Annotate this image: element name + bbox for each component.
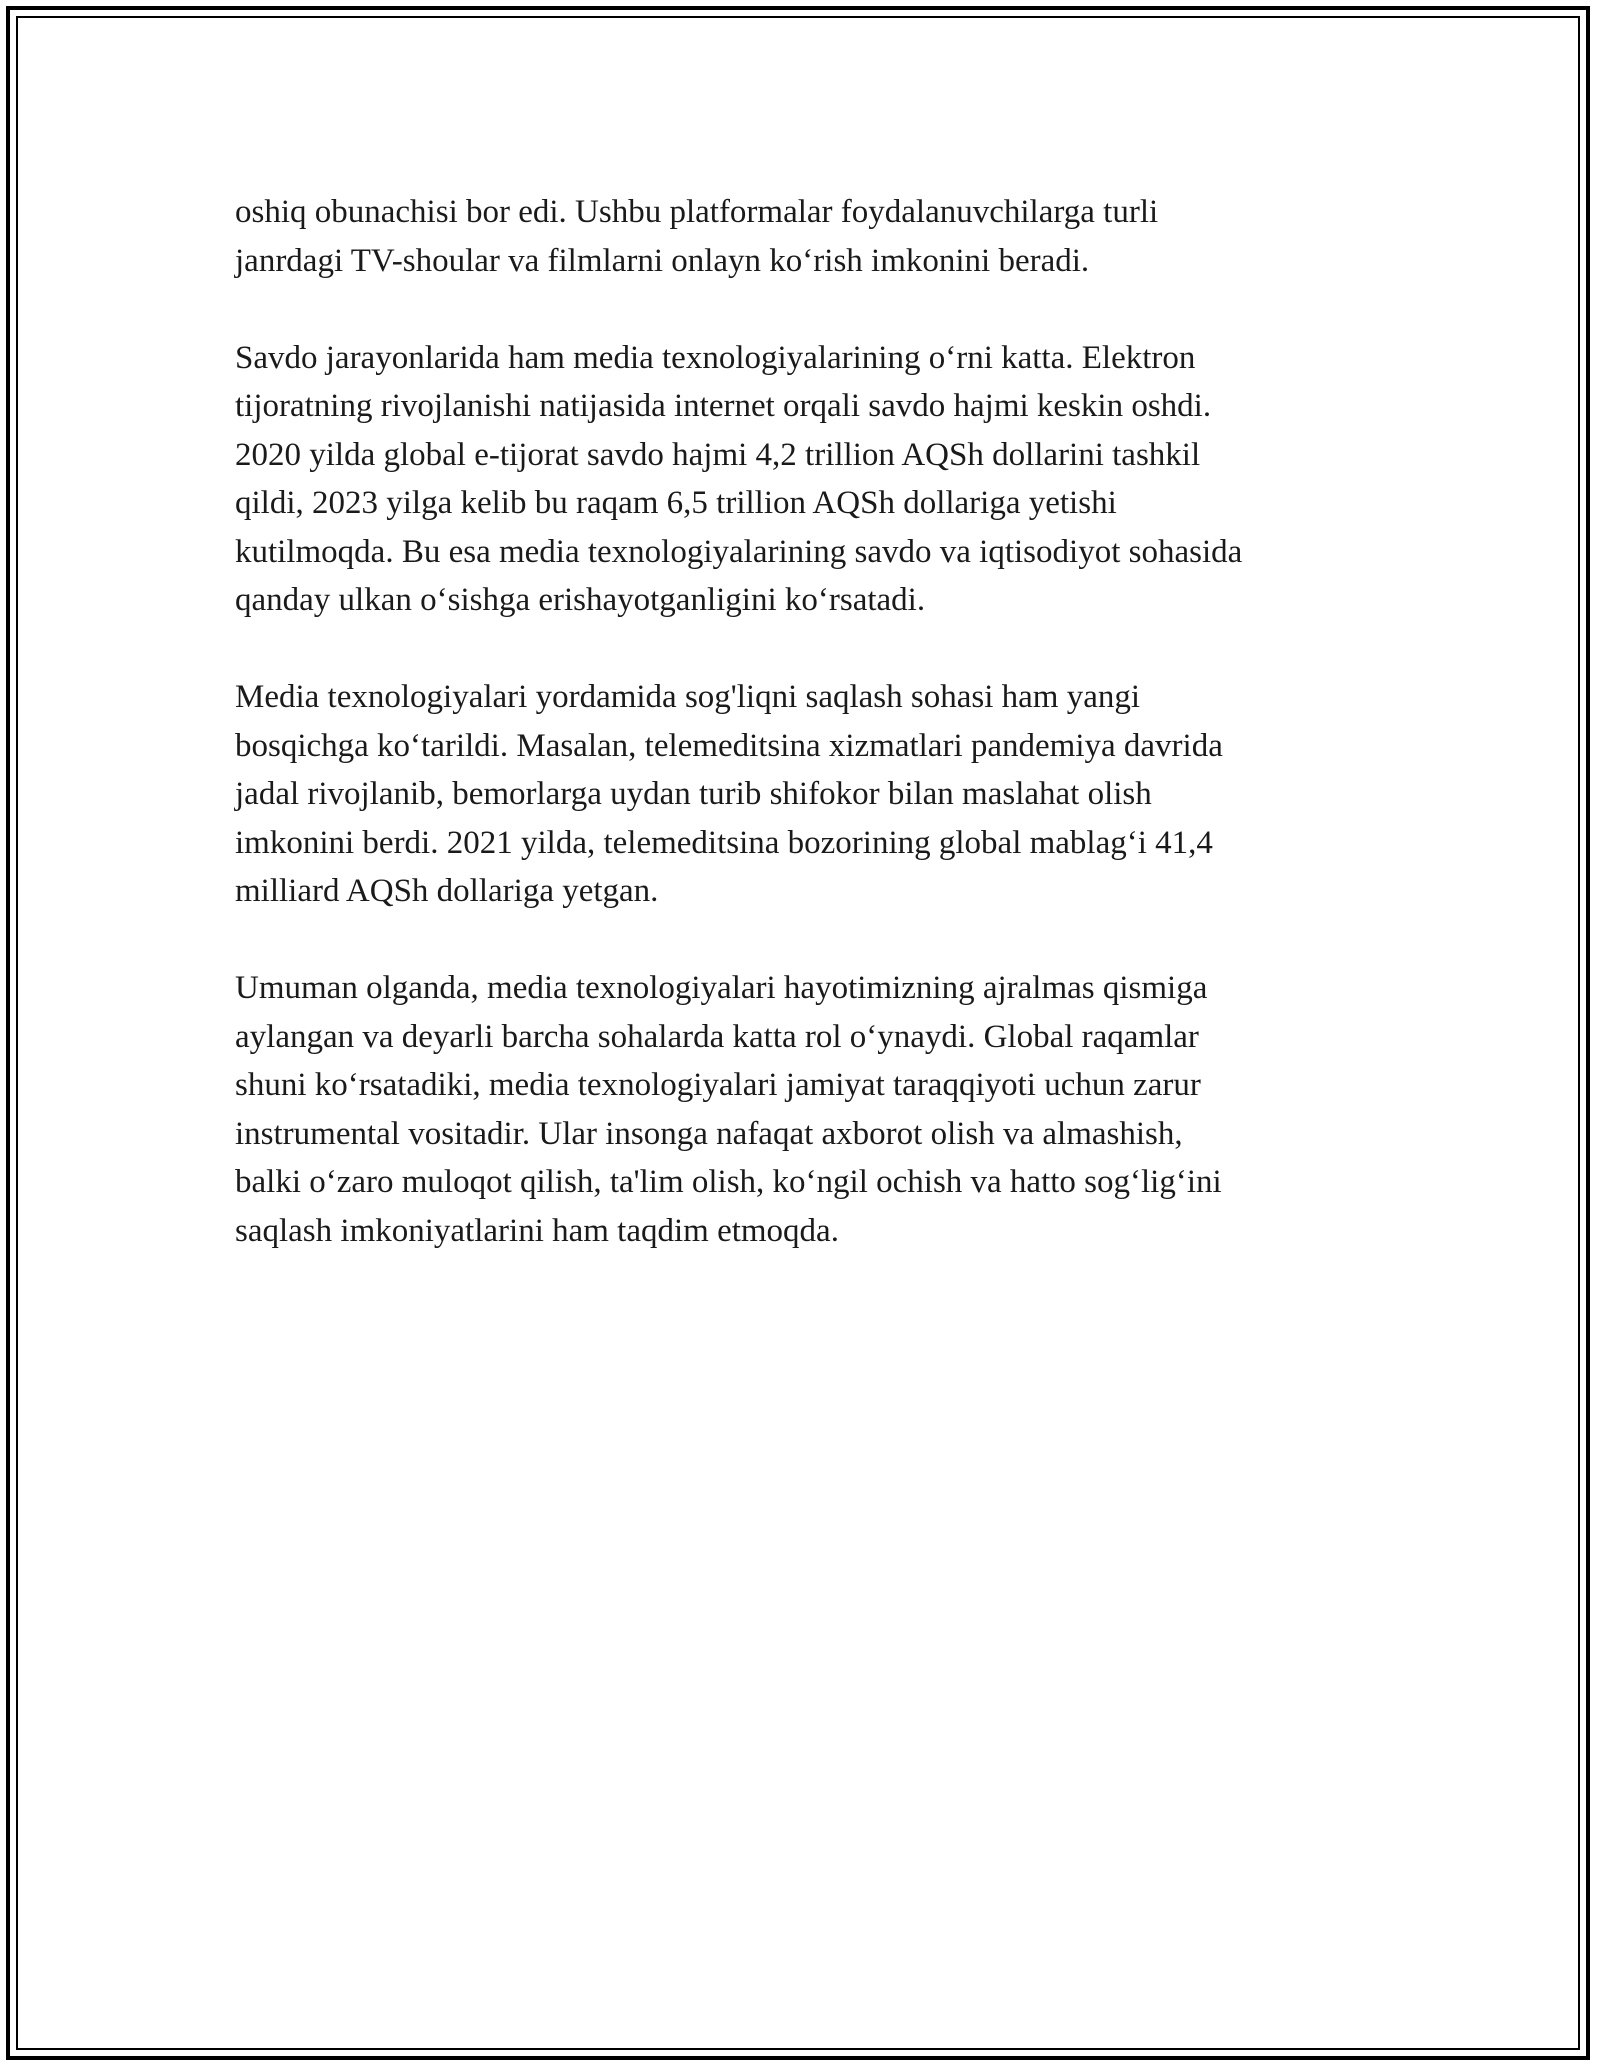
text-line: janrdagi TV-shoular va filmlarni onlayn ko‘rish imkonini beradi. [235, 242, 1090, 279]
text-line: oshiq obunachisi bor edi. Ushbu platformalar foydalanuvchilarga turli [235, 194, 1159, 230]
text-line: Savdo jarayonlarida ham media texnologiyalarining o‘rni katta. Elektron [235, 339, 1196, 376]
paragraph-streaming [235, 188, 1375, 285]
text-line: milliard AQSh dollariga yetgan. [235, 873, 659, 909]
text-line: aylangan va deyarli barcha sohalarda katta rol o‘ynaydi. Global raqamlar [235, 1018, 1199, 1055]
text-line: tijoratning rivojlanishi natijasida internet orqali savdo hajmi keskin oshdi. [235, 388, 1212, 424]
text-line: shuni ko‘rsatadiki, media texnologiyalari jamiyat taraqqiyoti uchun zarur [235, 1067, 1201, 1103]
text-line: bosqichga ko‘tarildi. Masalan, telemeditsina xizmatlari pandemiya davrida [235, 727, 1223, 764]
text-line: imkonini berdi. 2021 yilda, telemeditsina bozorining global mablag‘i 41,4 [235, 824, 1213, 861]
text-line: qanday ulkan o‘sishga erishayotganligini ko‘rsatadi. [235, 582, 926, 618]
text-line: Umuman olganda, media texnologiyalari hayotimizning ajralmas qismiga [235, 970, 1208, 1006]
text-line: jadal rivojlanib, bemorlarga uydan turib shifokor bilan maslahat olish [235, 776, 1152, 812]
text-line: Media texnologiyalari yordamida sog'liqni saqlash sohasi ham yangi [235, 679, 1141, 715]
paragraph-conclusion [235, 964, 1375, 1255]
paragraph-ecommerce [235, 334, 1375, 625]
text-line: instrumental vositadir. Ular insonga nafaqat axborot olish va almashish, [235, 1115, 1183, 1152]
document-body [235, 188, 1375, 1304]
text-line: kutilmoqda. Bu esa media texnologiyalarining savdo va iqtisodiyot sohasida [235, 533, 1243, 570]
paragraph-telemedicine [235, 673, 1375, 916]
text-line: qildi, 2023 yilga kelib bu raqam 6,5 trillion AQSh dollariga yetishi [235, 485, 1117, 521]
text-line: saqlash imkoniyatlarini ham taqdim etmoqda. [235, 1212, 839, 1249]
text-line: balki o‘zaro muloqot qilish, ta'lim olish, ko‘ngil ochish va hatto sog‘lig‘ini [235, 1164, 1222, 1200]
text-line: 2020 yilda global e-tijorat savdo hajmi 4,2 trillion AQSh dollarini tashkil [235, 436, 1201, 473]
